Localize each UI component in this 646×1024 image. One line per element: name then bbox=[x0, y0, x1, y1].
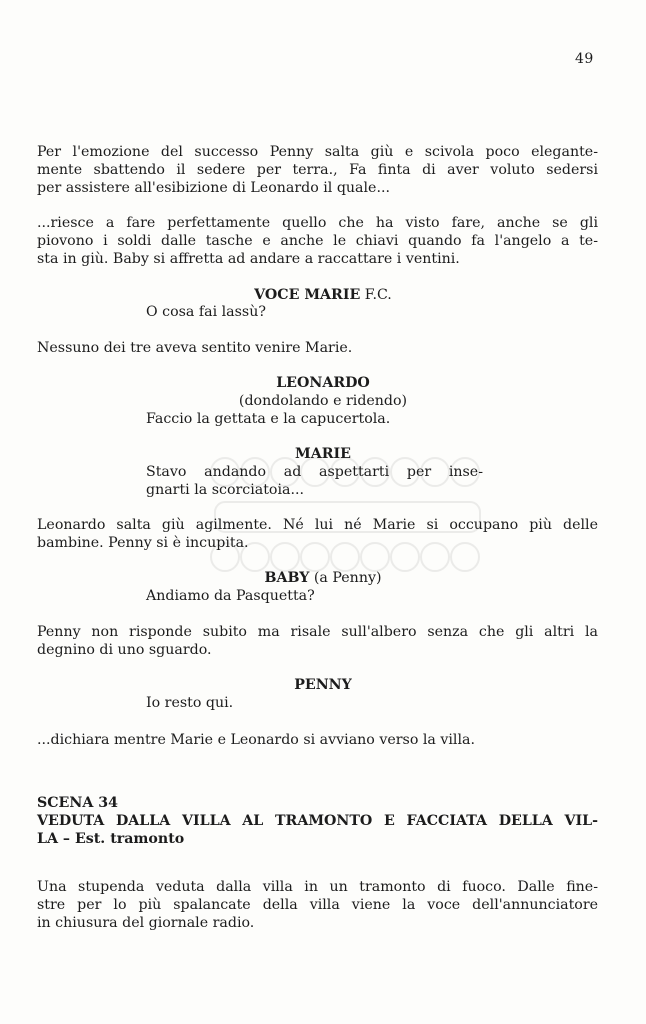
action-line: Per l'emozione del successo Penny salta giù e scivola poco elegante- bbox=[37, 144, 598, 160]
scene-heading: VEDUTA DALLA VILLA AL TRAMONTO E FACCIATA DELLA VIL- bbox=[37, 813, 598, 829]
action-line: bambine. Penny si è incupita. bbox=[37, 535, 249, 551]
dialogue-line: Io resto qui. bbox=[146, 695, 234, 711]
dialogue-line: gnarti la scorciatoia... bbox=[146, 482, 304, 498]
character-name: MARIE bbox=[295, 446, 351, 462]
dialogue-line: Andiamo da Pasquetta? bbox=[146, 588, 315, 604]
character-name: PENNY bbox=[294, 677, 352, 693]
action-line: piovono i soldi dalle tasche e anche le chiavi quando fa l'angelo a te- bbox=[37, 233, 598, 249]
action-line: in chiusura del giornale radio. bbox=[37, 915, 255, 931]
action-line: ...dichiara mentre Marie e Leonardo si avviano verso la villa. bbox=[37, 732, 475, 748]
dialogue-line: O cosa fai lassù? bbox=[146, 304, 266, 320]
character-cue bbox=[0, 445, 646, 463]
parenthetical: (dondolando e ridendo) bbox=[238, 393, 408, 409]
page-number: 49 bbox=[575, 51, 594, 67]
character-name: LEONARDO bbox=[276, 375, 370, 391]
dialogue-line: Stavo andando ad aspettarti per inse- bbox=[146, 464, 483, 480]
action-line: Penny non risponde subito ma risale sull'albero senza che gli altri la bbox=[37, 624, 598, 640]
character-cue bbox=[0, 569, 646, 587]
character-name: VOCE MARIE bbox=[254, 287, 361, 303]
character-extension: F.C. bbox=[360, 287, 392, 303]
character-extension: (a Penny) bbox=[309, 570, 382, 586]
action-line: stre per lo più spalancate della villa viene la voce dell'annunciatore bbox=[37, 897, 598, 913]
character-name: BABY bbox=[264, 570, 310, 586]
action-line: per assistere all'esibizione di Leonardo il quale... bbox=[37, 180, 390, 196]
action-line: degnino di uno sguardo. bbox=[37, 642, 212, 658]
action-line: sta in giù. Baby si affretta ad andare a raccattare i ventini. bbox=[37, 251, 460, 267]
action-line: Nessuno dei tre aveva sentito venire Marie. bbox=[37, 340, 353, 356]
character-cue bbox=[0, 374, 646, 392]
action-line: ...riesce a fare perfettamente quello che ha visto fare, anche se gli bbox=[37, 215, 598, 231]
character-cue bbox=[0, 286, 646, 304]
scene-number: SCENA 34 bbox=[37, 795, 119, 811]
dialogue-line: Faccio la gettata e la capucertola. bbox=[146, 411, 391, 427]
action-line: Una stupenda veduta dalla villa in un tramonto di fuoco. Dalle fine- bbox=[37, 879, 598, 895]
character-cue bbox=[0, 676, 646, 694]
scene-heading: LA – Est. tramonto bbox=[37, 831, 185, 847]
action-line: Leonardo salta giù agilmente. Né lui né Marie si occupano più delle bbox=[37, 517, 598, 533]
action-line: mente sbattendo il sedere per terra., Fa finta di aver voluto sedersi bbox=[37, 162, 598, 178]
